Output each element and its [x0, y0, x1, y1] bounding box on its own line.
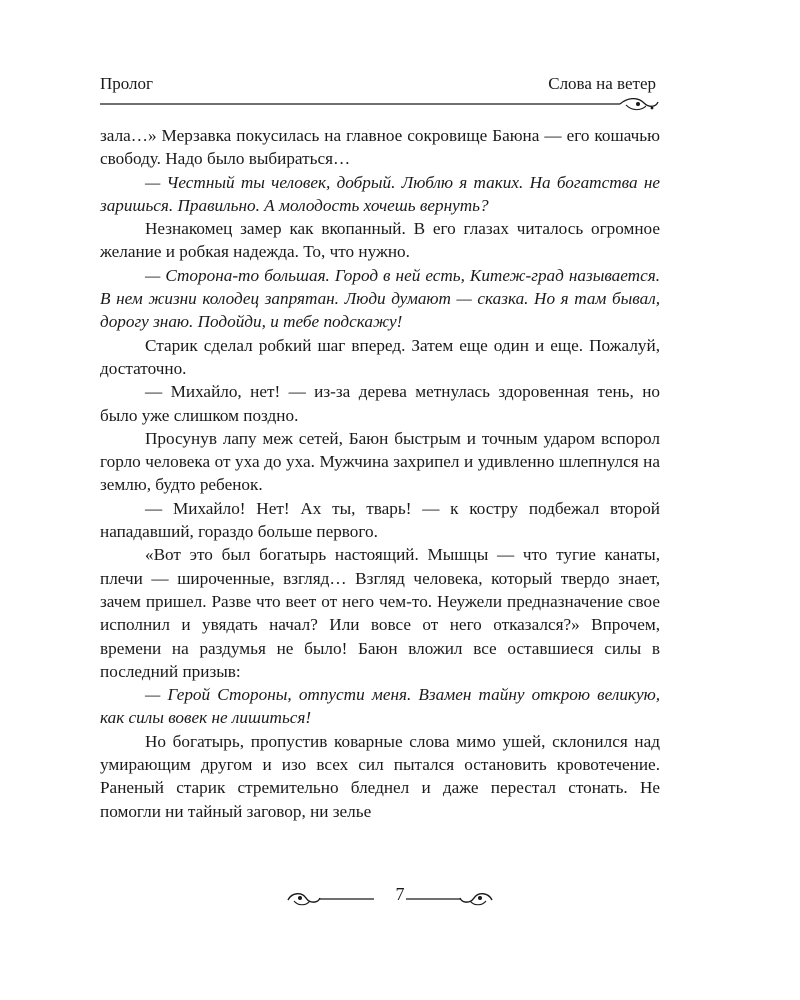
dialogue-paragraph: — Честный ты человек, добрый. Люблю я таких. На богатства не заришься. Правильно. А молодость хочешь вернуть? — [100, 172, 660, 215]
paragraph: Но богатырь, пропустив коварные слова мимо ушей, склонился над умирающим другом и изо всех сил пытался остановить кровотечение. Раненый старик стремительно бледнел и даже перестал стонать. Не помогли ни тайный заговор, ни зелье — [100, 731, 660, 821]
paragraph: Просунув лапу меж сетей, Баюн быстрым и точным ударом вспорол горло человека от уха до уха. Мужчина захрипел и удивленно шлепнулся на землю, будто ребенок. — [100, 428, 660, 495]
body-text — [100, 124, 660, 823]
running-header — [100, 72, 660, 112]
page-number: 7 — [395, 884, 405, 904]
dialogue-paragraph: — Герой Стороны, отпусти меня. Взамен тайну открою великую, как силы вовек не лишиться! — [100, 685, 660, 728]
book-title: Слова на ветер — [548, 74, 656, 93]
header-ornament-rule — [100, 98, 660, 114]
chapter-title: Пролог — [100, 74, 154, 93]
dialogue-paragraph: — Михайло, нет! — из-за дерева метнулась здоровенная тень, но было уже слишком поздно. — [100, 382, 660, 425]
paragraph: зала…» Мерзавка покусилась на главное сокровище Баюна — его кошачью свободу. Надо было выбираться… — [100, 126, 660, 169]
footer-ornament-right — [404, 890, 496, 908]
dialogue-paragraph: — Михайло! Нет! Ах ты, тварь! — к костру подбежал второй нападавший, гораздо больше первого. — [100, 498, 660, 542]
paragraph: Незнакомец замер как вкопанный. В его глазах читалось огромное желание и робкая надежда. То, что нужно. — [100, 219, 660, 262]
paragraph: Старик сделал робкий шаг вперед. Затем еще один и еще. Пожалуй, достаточно. — [100, 335, 660, 378]
paragraph: «Вот это был богатырь настоящий. Мышцы — что тугие канаты, плечи — широченные, взгляд… Взгляд человека, который твердо знает, зачем пришел. Разве что веет от него чем-то. Неужели предназначение свое исполнил и увядать начал? Или вовсе от него отказался?» Впрочем, времени на раздумья не было! Баюн вложил все оставшиеся силы в последний призыв: — [100, 545, 660, 681]
page-footer — [0, 884, 800, 912]
dialogue-paragraph: — Сторона-то большая. Город в ней есть, Китеж-град называется. В нем жизни колодец запрятан. Люди думают — сказка. Но я там бывал, дорогу знаю. Подойди, и тебе подскажу! — [100, 265, 660, 332]
